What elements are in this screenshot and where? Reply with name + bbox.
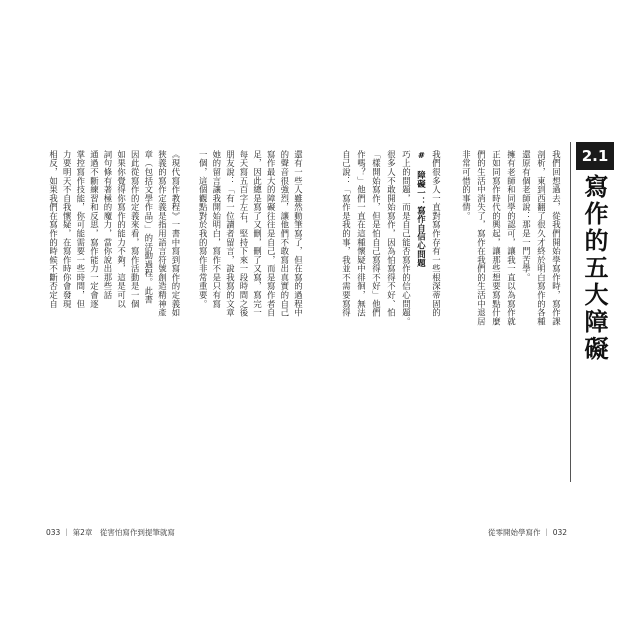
left-page-column: 因此從寫作的定義來看，寫作活動是一個 xyxy=(130,150,141,309)
left-page-column: 相反，如果我們在寫作的時候不斷否定自 xyxy=(48,150,59,309)
left-page-column: 力要明天不自我懷疑，在寫作時你會發現 xyxy=(62,150,73,309)
chapter-title: 寫作的五大障礙 xyxy=(580,174,609,363)
right-page-column: 我們很多人一直對寫作存有一些根深蒂固的 xyxy=(431,150,442,318)
right-page-column: # 障礙一：寫作自信心問題 xyxy=(416,150,427,268)
left-page-column: 還有一些人雖然動筆寫了，但在寫的過程中 xyxy=(293,150,304,318)
right-page-column: 「樣開始寫作，但是怕自己寫得不好」他們 xyxy=(371,150,382,318)
left-page-column: 《現代寫作教程》一書中寫到寫作的定義如 xyxy=(171,150,181,318)
footer-left: 033 ｜ 第2章 從害怕寫作到提筆就寫 xyxy=(46,528,175,537)
right-page-column: 很多人不敢開始寫作，因為怕寫得不好、怕 xyxy=(386,150,397,318)
left-page-column: 足，因此總是寫了又刪，刪了又寫，寫完一 xyxy=(252,150,263,318)
right-page-column: 正如同寫作時代的興起，讓那些想要寫點什麼 xyxy=(491,150,502,326)
right-page-column: 我們回想過去，從我們開始學寫作時，寫作課 xyxy=(551,150,562,326)
right-page-column: 們的生活中消失了，寫作在我們的生活中退居 xyxy=(476,150,487,326)
left-page-column: 通過不斷練習和反思，寫作能力一定會逐 xyxy=(89,150,100,309)
right-page-column: 巧上的問題，而是自己能否寫作的信心問題。 xyxy=(401,150,412,326)
right-page-column: 非常可惜的事情。 xyxy=(461,150,472,221)
left-page-column: 朋友說：「有一位讀者留言，說我寫的文章 xyxy=(225,150,236,318)
chapter-number-badge: 2.1 xyxy=(576,142,614,170)
right-page-column: 擁有老師和同學的認可，讓我一直以為寫作就 xyxy=(506,150,517,326)
left-page-column: 的聲音很強烈，讓他們不敢寫出真實的自己 xyxy=(279,150,290,318)
left-page-column: 狹義的寫作定義是指用語言符號創造精神產 xyxy=(157,150,168,318)
right-page-column: 剖析，東到西翻了很久才終於明白寫作的各種 xyxy=(536,150,547,326)
title-divider xyxy=(570,142,571,482)
footer-right: 從零開始學寫作 ｜ 032 xyxy=(488,528,568,537)
right-page-column: 還原有個老師說：那是一門苦學。 xyxy=(521,150,532,282)
left-page-column: 寫作最大的障礙往往是自己，而是寫作者自 xyxy=(266,150,277,318)
left-page-column: 詞句條有著極的魔力，當你說出那些話 xyxy=(103,150,113,300)
right-page-column: 自己說：「寫作是我的事，我並不需要寫得 xyxy=(341,150,352,318)
left-page-column: 一個，這個觀點對於我的寫作非常重要。 xyxy=(198,150,209,309)
left-page-column: 她的留言讓我開始明白，寫作不是只有寫 xyxy=(211,150,222,309)
right-page-column: 作嗎？」他們一直在這種懷疑中徘徊，無法 xyxy=(356,150,367,318)
left-page-column: 掌控寫作技能，你可能需要一些時間，但 xyxy=(75,150,86,309)
left-page-column: 每天寫五百字左右，堅持下來一段時間之後 xyxy=(239,150,249,318)
left-page-column: 章（包括文學作品）」的活動過程。此書 xyxy=(143,150,154,305)
left-page-column: 如果你覺得你寫作的能力不夠，這是可以 xyxy=(116,150,127,309)
